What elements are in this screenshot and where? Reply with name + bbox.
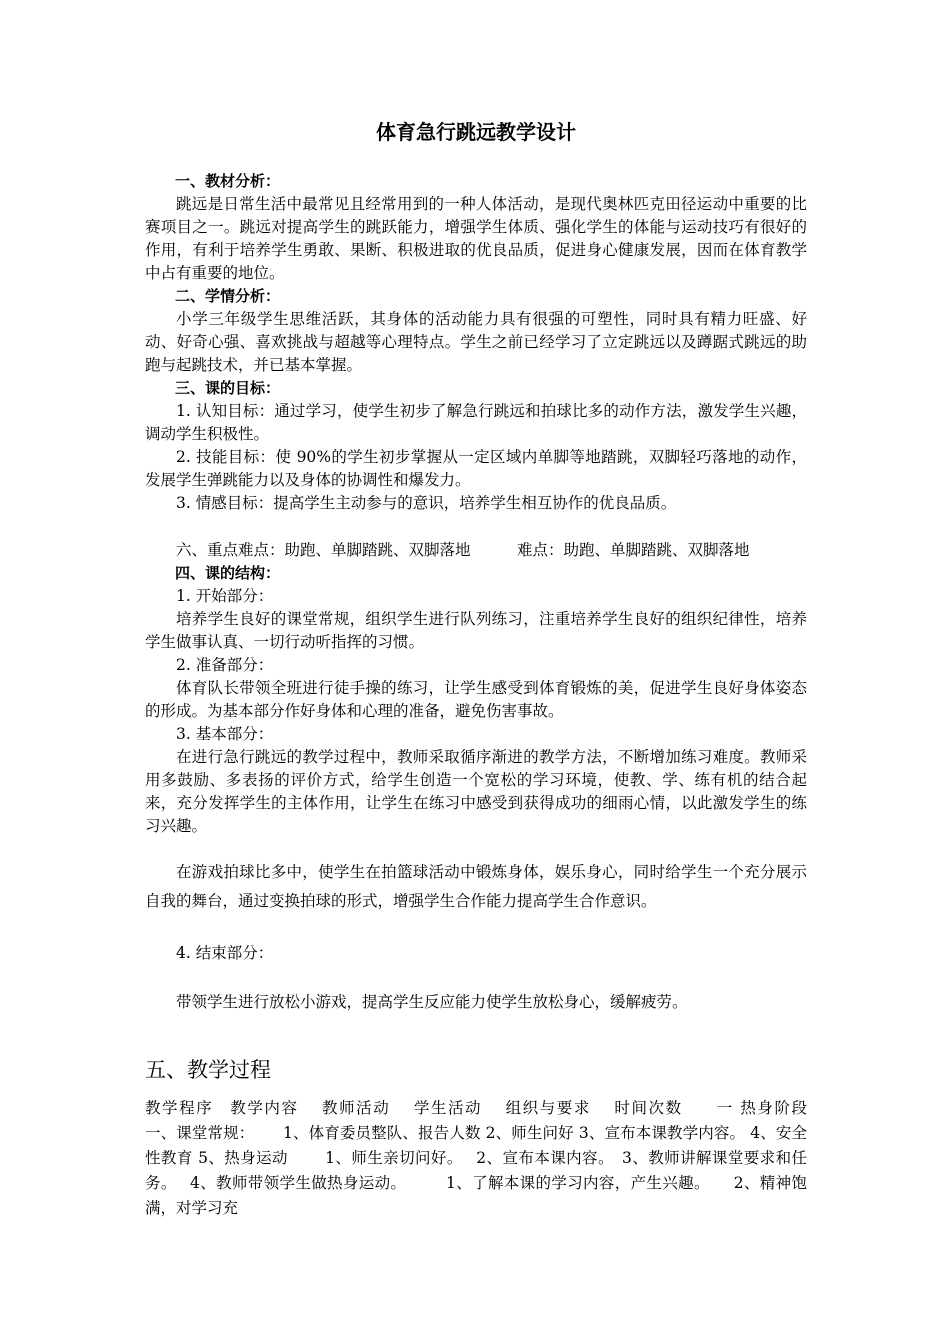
goal-emotional: 3. 情感目标：提高学生主动参与的意识，培养学生相互协作的优良品质。 (176, 494, 677, 512)
goal-cognitive: 1. 认知目标：通过学习，使学生初步了解急行跳远和拍球比多的动作方法，激发学生兴趣，调动学生积极性。 (145, 402, 807, 443)
section-heading-lesson-goals: 三、课的目标： (175, 379, 281, 397)
paragraph-material-analysis: 跳远是日常生活中最常见且经常用到的一种人体活动，是现代奥林匹克田径运动中重要的比赛项目之一。跳远对提高学生的跳跃能力，增强学生体质、强化学生的体能与运动技巧有很好的作用，有利于培养学生勇敢、果断、积极进取的优良品质，促进身心健康发展，因而在体育教学中占有重要的地位。 (145, 195, 807, 282)
part-text-basic-2: 在游戏拍球比多中，使学生在拍篮球活动中锻炼身体，娱乐身心，同时给学生一个充分展示自我的舞台，通过变换拍球的形式，增强学生合作能力提高学生合作意识。 (145, 863, 807, 910)
part-text-preparation: 体育队长带领全班进行徒手操的练习，让学生感受到体育锻炼的美，促进学生良好身体姿态的形成。为基本部分作好身体和心理的准备，避免伤害事故。 (145, 679, 807, 720)
document-body (145, 170, 807, 1014)
paragraph-student-analysis: 小学三年级学生思维活跃，其身体的活动能力具有很强的可塑性，同时具有精力旺盛、好动、好奇心强、喜欢挑战与超越等心理特点。学生之前已经学习了立定跳远以及蹲踞式跳远的助跑与起跳技术，并已基本掌握。 (145, 310, 807, 374)
paragraph-teaching-process: 教学程序 教学内容 教师活动 学生活动 组织与要求 时间次数 一 热身阶段 一、课堂常规： 1、体育委员整队、报告人数 2、师生问好 3、宣布本课教学内容。 4、安全性教育 5、热身运动 1、师生亲切问好。 2、宣布本课内容。 3、教师讲解课堂要求和任务。 4、教师带领学生做热身运动。 1、了解本课的学习内容，产生兴趣。 2、精神饱满，对学习充 (145, 1099, 843, 1217)
goal-skill: 2. 技能目标：使 90%的学生初步掌握从一定区域内单脚等地踏跳，双脚轻巧落地的动作，发展学生弹跳能力以及身体的协调性和爆发力。 (145, 448, 807, 489)
part-text-ending: 带领学生进行放松小游戏，提高学生反应能力使学生放松身心，缓解疲劳。 (176, 993, 688, 1011)
part-text-start: 培养学生良好的课堂常规，组织学生进行队列练习，注重培养学生良好的组织纪律性，培养学生做事认真、一切行动听指挥的习惯。 (145, 610, 807, 651)
section-heading-student-analysis: 二、学情分析： (175, 287, 281, 305)
part-label-start: 1. 开始部分： (176, 587, 274, 605)
section-heading-teaching-process: 五、教学过程 (145, 1058, 271, 1082)
part-text-basic-1: 在进行急行跳远的教学过程中，教师采取循序渐进的教学方法，不断增加练习难度。教师采用多鼓励、多表扬的评价方式，给学生创造一个宽松的学习环境，使教、学、练有机的结合起来，充分发挥学生的主体作用，让学生在练习中感受到获得成功的细雨心情，以此激发学生的练习兴趣。 (145, 748, 807, 835)
spacer (145, 515, 807, 539)
document-title: 体育急行跳远教学设计 (376, 120, 576, 144)
part-label-ending: 4. 结束部分： (176, 944, 274, 962)
spacer (145, 965, 807, 991)
spacer (145, 916, 807, 942)
paragraph-key-difficult-points: 六、重点难点：助跑、单脚踏跳、双脚落地 难点：助跑、单脚踏跳、双脚落地 (176, 541, 750, 559)
part-label-basic: 3. 基本部分： (176, 725, 274, 743)
part-label-preparation: 2. 准备部分： (176, 656, 274, 674)
section-heading-material-analysis: 一、教材分析： (175, 172, 281, 190)
section-heading-lesson-structure: 四、课的结构： (175, 564, 281, 582)
spacer (145, 838, 807, 858)
